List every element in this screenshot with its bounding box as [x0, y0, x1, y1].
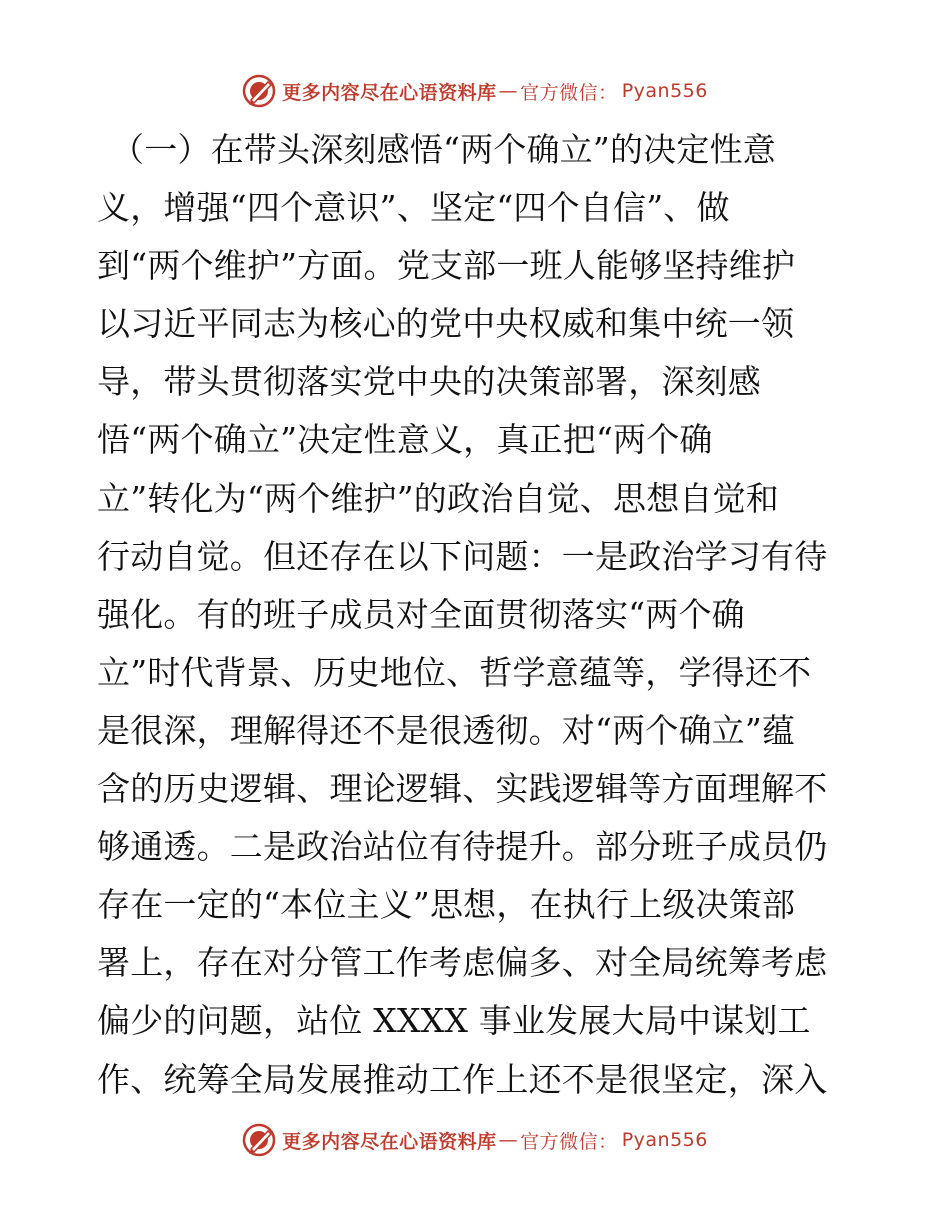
text-line: 够通透。二是政治站位有待提升。部分班子成员仍	[97, 827, 828, 867]
pen-logo-icon	[242, 74, 276, 108]
watermark-account: Pyan556	[621, 80, 708, 102]
footer-watermark	[0, 1120, 950, 1160]
text-line: 强化。有的班子成员对全面贯彻落实“两个确	[97, 594, 745, 634]
text-line: 以习近平同志为核心的党中央权威和集中统一领	[97, 304, 795, 344]
watermark-account: Pyan556	[621, 1129, 708, 1151]
text-line: 行动自觉。但还存在以下问题：一是政治学习有待	[97, 536, 828, 576]
text-line: 是很深，理解得还不是很透彻。对“两个确立”蕴	[97, 710, 796, 750]
text-line: （一）在带头深刻感悟“两个确立”的决定性意	[111, 130, 776, 169]
text-line: 悟“两个确立”决定性意义，真正把“两个确	[97, 420, 713, 460]
text-line: 偏少的问题，站位 XXXX 事业发展大局中谋划工	[97, 1001, 811, 1041]
text-line: 到“两个维护”方面。党支部一班人能够坚持维护	[97, 246, 796, 286]
text-line: 导，带头贯彻落实党中央的决策部署，深刻感	[97, 362, 761, 402]
watermark-site-text: 更多内容尽在心语资料库	[282, 81, 497, 104]
pen-logo-icon	[242, 1123, 276, 1157]
text-line: 署上，存在对分管工作考虑偏多、对全局统筹考虑	[97, 943, 828, 983]
watermark-label: 官方微信：	[520, 1130, 618, 1153]
watermark-site-text: 更多内容尽在心语资料库	[282, 1130, 497, 1153]
document-body	[97, 121, 857, 1109]
watermark-label: 官方微信：	[520, 81, 618, 104]
text-line: 立”时代背景、历史地位、哲学意蕴等，学得还不	[97, 652, 812, 692]
text-line: 含的历史逻辑、理论逻辑、实践逻辑等方面理解不	[97, 769, 828, 809]
watermark-dash: —	[498, 1129, 519, 1151]
text-line: 义，增强“四个意识”、坚定“四个自信”、做	[97, 188, 730, 228]
text-line: 立”转化为“两个维护”的政治自觉、思想自觉和	[97, 478, 780, 518]
watermark-dash: —	[498, 80, 519, 102]
text-line: 作、统筹全局发展推动工作上还不是很坚定，深入	[97, 1059, 828, 1099]
text-line: 存在一定的“本位主义”思想，在执行上级决策部	[97, 885, 796, 925]
header-watermark	[0, 71, 950, 111]
